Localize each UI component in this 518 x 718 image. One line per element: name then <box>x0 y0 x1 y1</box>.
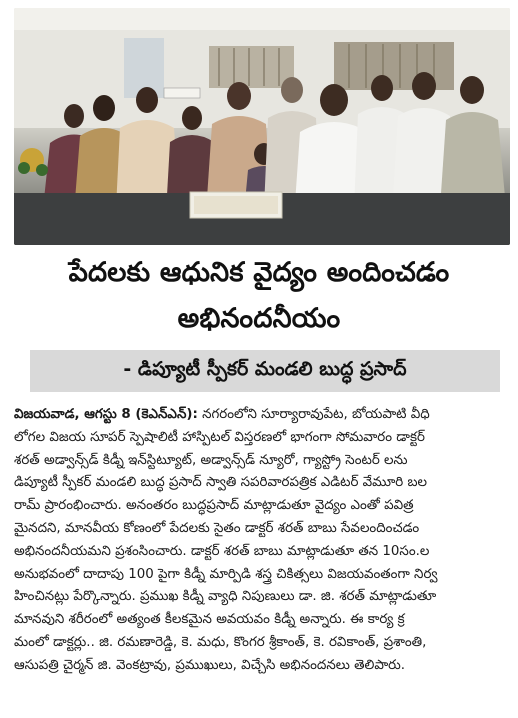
dateline: విజయవాడ, ఆగస్టు 8 (కెఎన్ఎన్): <box>14 407 198 422</box>
headline <box>0 250 518 342</box>
article-line: అభినందనీయమని ప్రశంసించారు. డాక్టర్ శరత్ బాబు మాట్లాడుతూ తన 10సం.ల <box>14 543 430 559</box>
article-line: మైనదని, మానవీయ కోణంలో పేదలకు సైతం డాక్టర్ శరత్ బాబు సేవలందించడం <box>14 520 420 536</box>
subheadline-box <box>30 350 500 392</box>
article-line: డిప్యూటీ స్పీకర్ మండలి బుద్ధ ప్రసాద్ స్వాతి సపరివారపత్రిక ఎడిటర్ వేమూరి బల <box>14 475 428 491</box>
subheadline: - డిప్యూటీ స్పీకర్ మండలి బుద్ధ ప్రసాద్ <box>123 357 407 380</box>
article-body <box>14 404 506 678</box>
article-line-text: నగరంలోని సూర్యారావుపేట, బోయపాటి వీధి <box>197 407 430 422</box>
article-line: లోగల విజయ సూపర్ స్పెషాలిటీ హాస్పిటల్ విస్తరణలో భాగంగా సోమవారం డాక్టర్ <box>14 429 425 445</box>
article-line: మానవుని శరీరంలో అత్యంత కీలకమైన అవయవం కిడ్నీ అన్నారు. ఈ కార్య క్ర <box>14 612 405 628</box>
article-line: మంలో డాక్టర్లు.. జి. రమణారెడ్డి, కె. మధు, కొంగర శ్రీకాంత్, కె. రవికాంత్, ప్రశాంతి, <box>14 634 427 650</box>
article-line: రామ్ ప్రారంభించారు. అనంతరం బుద్ధప్రసాద్ మాట్లాడుతూ వైద్యం ఎంతో పవిత్ర <box>14 498 414 514</box>
event-photo <box>14 8 510 245</box>
article-line: హించినట్లు పేర్కొన్నారు. ప్రముఖ కిడ్నీ వ్యాధి నిపుణులు డా. జి. శరత్ మాట్లాడుతూ <box>14 589 437 605</box>
headline-line-2: అభినందనీయం <box>177 303 341 334</box>
article-line <box>14 404 506 427</box>
article-line: ఆసుపత్రి చైర్మన్ జి. వెంకట్రావు, ప్రముఖులు, విచ్చేసి అభినందనలు తెలిపారు. <box>14 657 405 673</box>
article-line: అనుభవంలో దాదాపు 100 పైగా కిడ్నీ మార్పిడి శస్త్ర చికిత్సలు విజయవంతంగా నిర్వ <box>14 566 438 582</box>
headline-line-1: పేదలకు ఆధునిక వైద్యం అందించడం <box>68 257 450 288</box>
article-line: శరత్ అడ్వాన్స్‌డ్ కిడ్నీ ఇన్‌స్టిట్యూట్, అడ్వాన్స్‌డ్ న్యూరో, గ్యాస్ట్రో సెంటర్ లను <box>14 452 408 468</box>
